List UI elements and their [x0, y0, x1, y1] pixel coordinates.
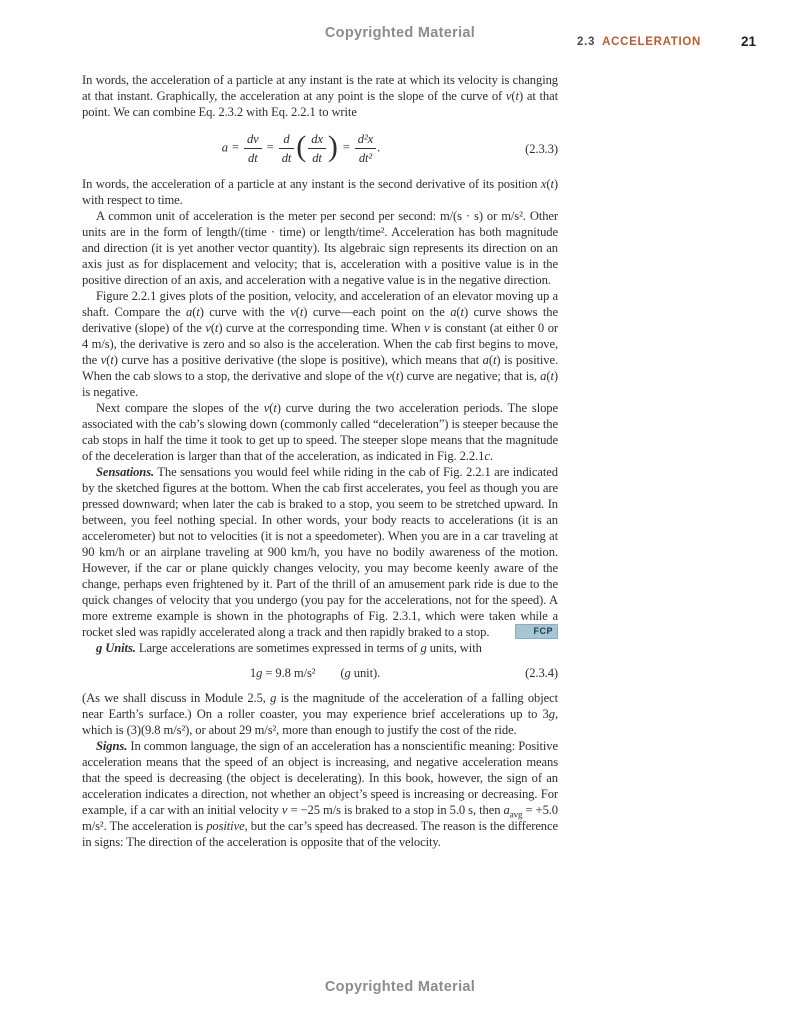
running-head: [577, 36, 701, 48]
body-paragraph: In words, the acceleration of a particle at any instant is the second derivative of its position x(t) with respect to time.: [82, 177, 558, 207]
section-number: 2.3: [577, 36, 596, 48]
body-paragraph: Next compare the slopes of the v(t) curve during the two acceleration periods. The slope associated with the cab’s slowing down (commonly called “deceleration”) is steeper because the cab stops in half the time it took to get up to speed. The steeper slope means that the magnitude of the deceleration is larger than that of the acceleration, as indicated in Fig. 2.2.1c.: [82, 401, 558, 463]
body-paragraph: In words, the acceleration of a particle at any instant is the rate at which its velocity is changing at that instant. Graphically, the acceleration at any point is the slope of the curve of v(t) at that point. We can combine Eq. 2.3.2 with Eq. 2.2.1 to write: [82, 73, 558, 119]
body-paragraph: g Units. Large accelerations are sometimes expressed in terms of g units, with: [96, 641, 482, 655]
page-number: 21: [740, 34, 756, 49]
text-column: [82, 72, 558, 850]
copyright-footer: Copyrighted Material: [324, 979, 476, 995]
section-title: ACCELERATION: [602, 36, 702, 48]
body-paragraph: (As we shall discuss in Module 2.5, g is the magnitude of the acceleration of a falling object near Earth’s surface.) On a roller coaster, you may experience brief accelerations up to 3g, which is (3)(9.8 m/s²), or about 29 m/s², more than enough to justify the cost of the ride.: [82, 691, 559, 737]
body-paragraph: Figure 2.2.1 gives plots of the position, velocity, and acceleration of an elevator moving up a shaft. Compare the a(t) curve with the v(t) curve—each point on the a(t) curve shows the derivative (slope) of the v(t) curve at the corresponding time. When v is constant (at either 0 or 4 m/s), the derivative is zero and so also is the acceleration. When the cab first begins to move, the v(t) curve has a positive derivative (the slope is positive), which means that a(t) is positive. When the cab slows to a stop, the derivative and slope of the v(t) curve are negative; that is, a(t) is negative.: [82, 289, 559, 399]
body-paragraph: Sensations. The sensations you would feel while riding in the cab of Fig. 2.2.1 are indicated by the sketched figures at the bottom. When the cab first accelerates, you feel as though you are pressed downward; when later the cab is braked to a stop, you seem to be stretched upward. In between, you feel nothing special. In other words, your body reacts to accelerations (it is an accelerometer) but not to velocities (it is not a speedometer). When you are in a car traveling at 90 km/h or an airplane traveling at 900 km/h, you have no bodily awareness of the motion. However, if the car or plane quickly changes velocity, you may become keenly aware of the change, perhaps even frightened by it. Part of the thrill of an amusement park ride is due to the quick changes of velocity that you undergo (you pay for the accelerations, not for the speed). A more extreme example is shown in the photographs of Fig. 2.3.1, which were taken while a rocket sled was rapidly accelerated along a track and then rapidly braked to a stop. FCP: [82, 465, 558, 639]
copyright-header: Copyrighted Material: [324, 25, 476, 41]
equation: 1g = 9.8 m/s² (g unit). (2.3.4): [249, 666, 558, 680]
equation: a = $\frac{dv}{dt}$ = $\frac{d}{dt}$ ( $\frac{dx}{dt}$ ) = $\frac{\text{d²x}}{\text{dt²}}$ . (2.3.3): [221, 129, 558, 165]
fcp-badge: FCP: [515, 624, 559, 639]
equation-number: (2.3.4): [525, 666, 558, 680]
body-paragraph: A common unit of acceleration is the meter per second per second: m/(s · s) or m/s². Other units are in the form of length/(time · time) or length/time². Acceleration has both magnitude and direction (it is yet another vector quantity). Its algebraic sign represents its direction on an axis just as for displacement and velocity; that is, acceleration with a positive value is in the positive direction of an axis, and acceleration with a negative value is in the negative direction.: [82, 209, 558, 287]
body-paragraph: Signs. In common language, the sign of an acceleration has a nonscientific meaning: Positive acceleration means that the speed of an object is increasing, and negative acceleration means that the speed is decreasing (the object is decelerating). In this book, however, the sign of an acceleration indicates a direction, not whether an object’s speed is increasing or decreasing. For example, if a car with an initial velocity v = −25 m/s is braked to a stop in 5.0 s, then $a_{avg} = +5.0$ m/s². The acceleration is positive, but the car’s speed has decreased. The reason is the difference in signs: The direction of the acceleration is opposite that of the velocity.: [82, 739, 559, 849]
equation-number: (2.3.3): [525, 141, 558, 156]
